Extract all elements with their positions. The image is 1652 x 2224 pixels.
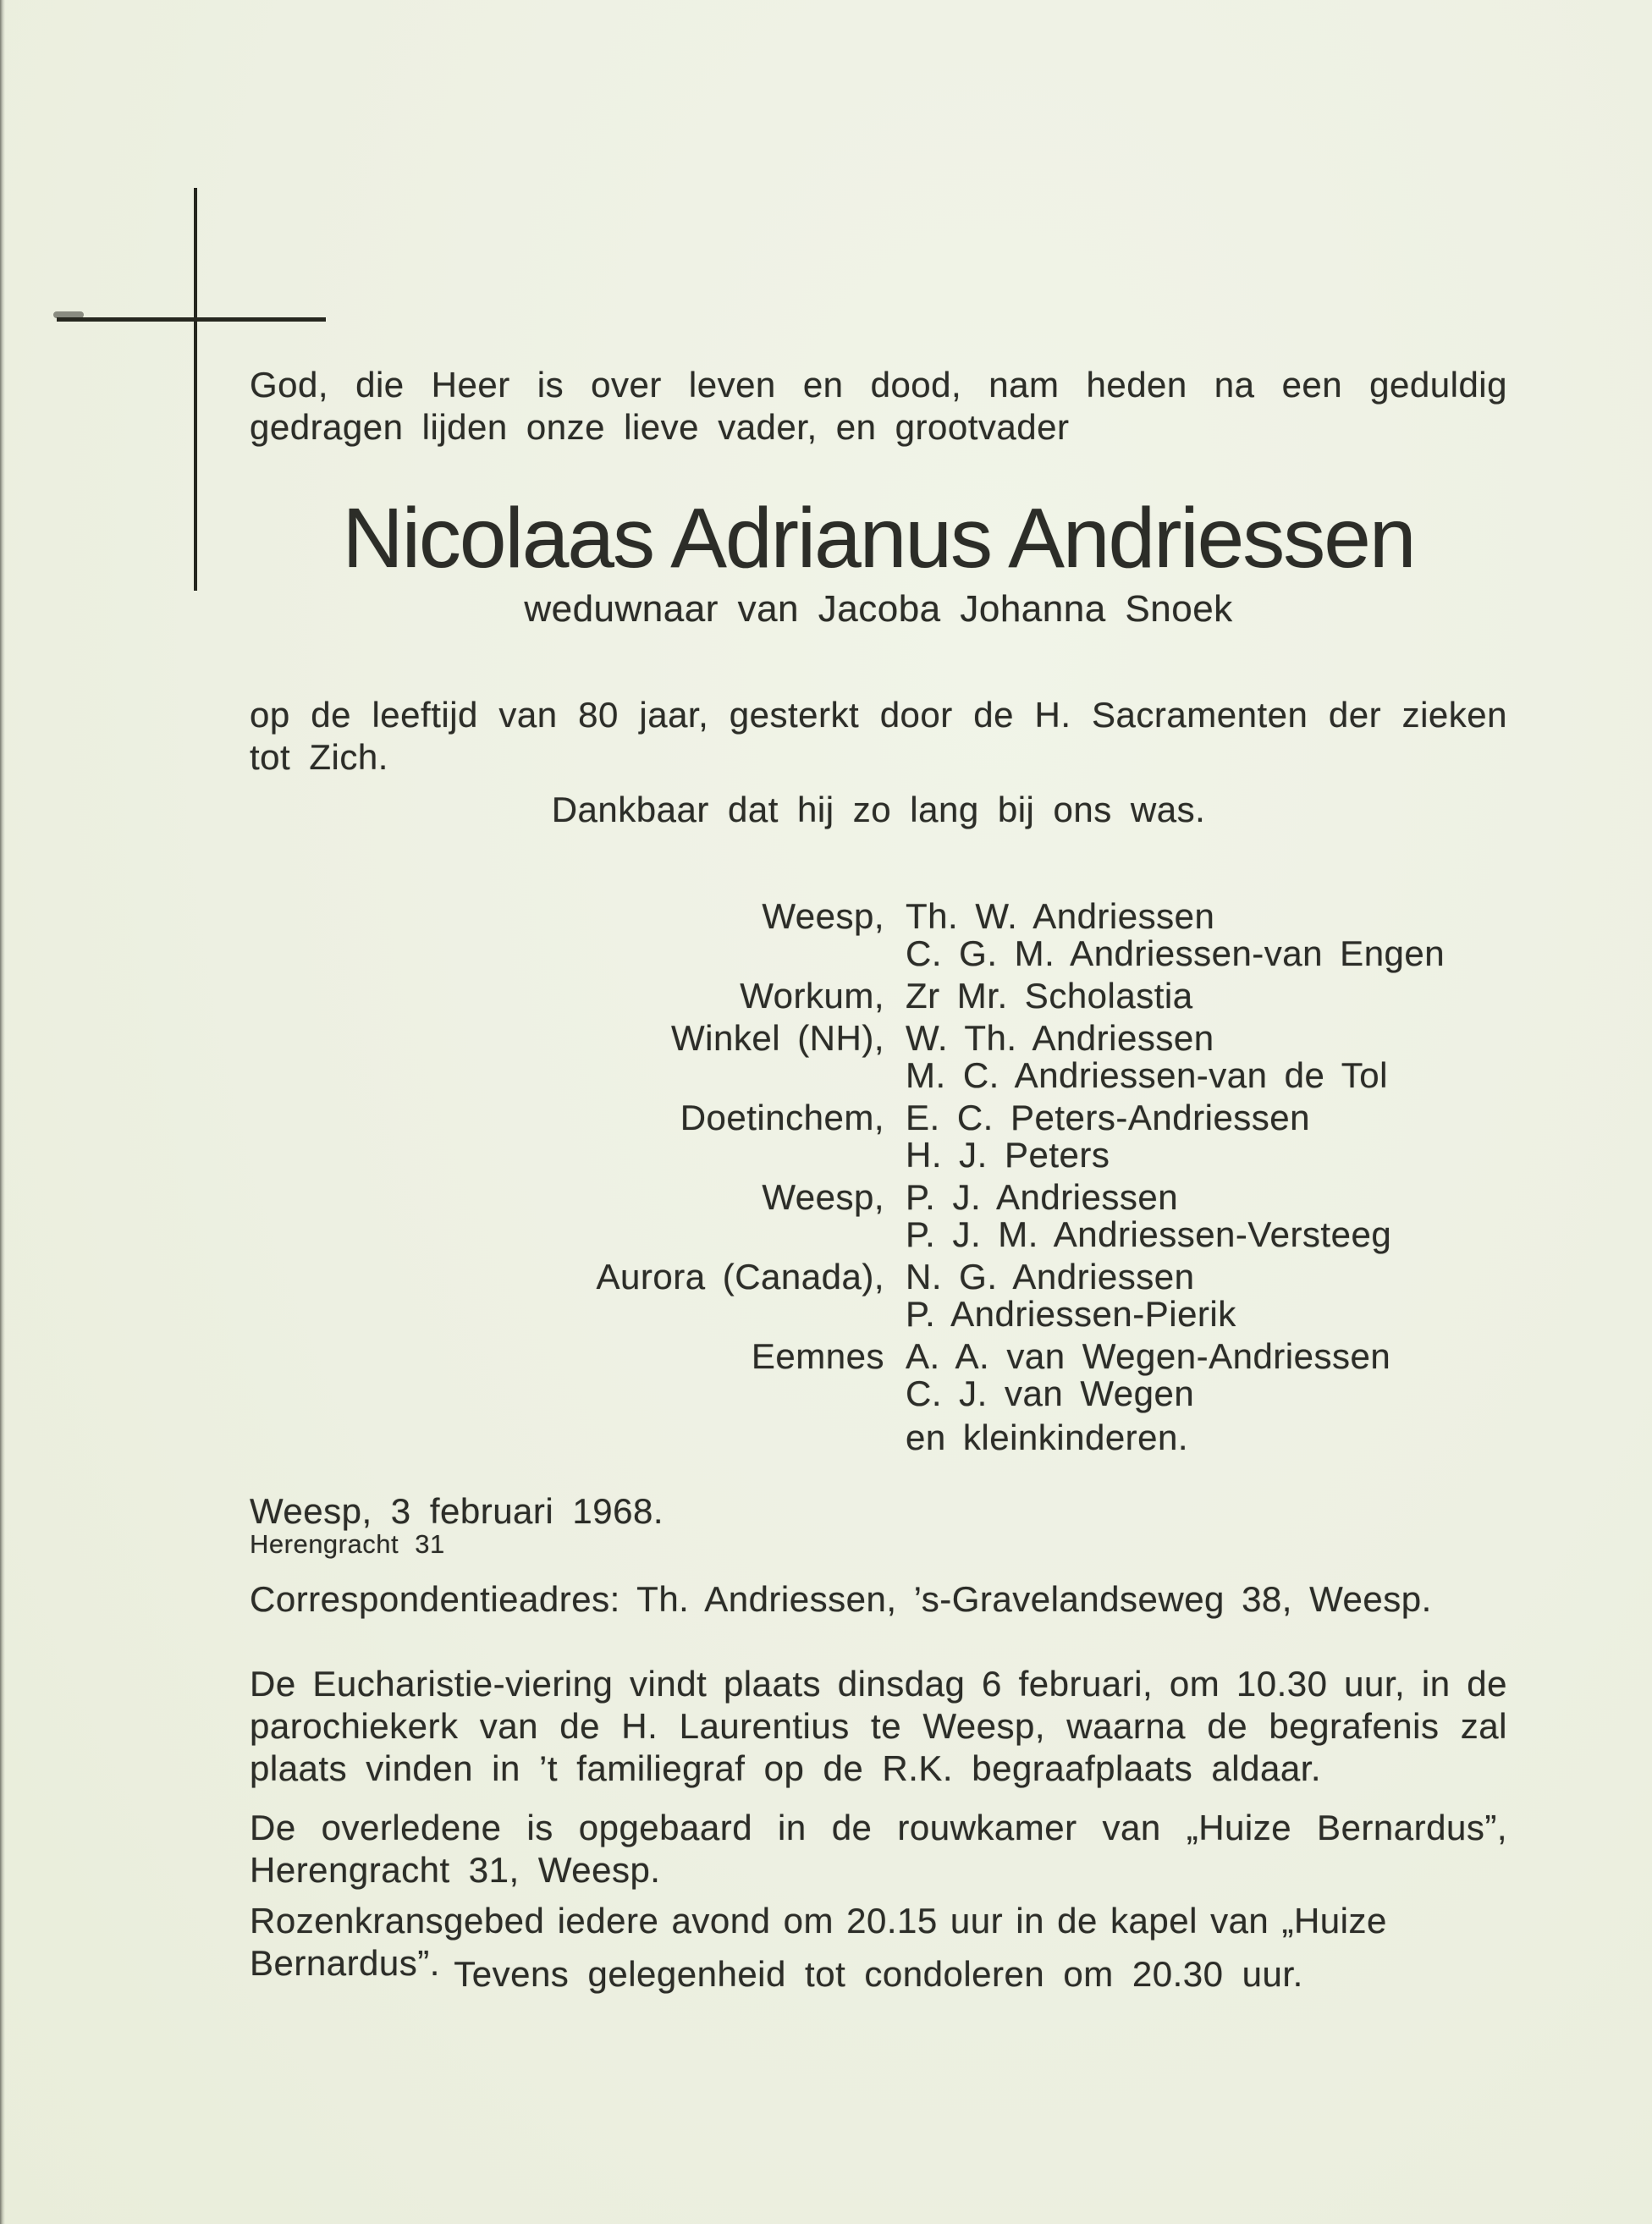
rosary-line: Rozenkransgebed iedere avond om 20.15 uur in de kapel van „Huize Bernardus”. <box>250 1901 1387 1983</box>
family-row <box>250 1020 1507 1057</box>
family-member-name: C. J. van Wegen <box>906 1373 1195 1413</box>
family-row <box>250 898 1507 935</box>
intro-line-2: gedragen lijden onze lieve vader, en grootvader <box>250 407 1070 447</box>
family-member-name: W. Th. Andriessen <box>906 1018 1214 1058</box>
family-member-name: C. G. M. Andriessen-van Engen <box>906 933 1446 973</box>
cross-vertical-bar <box>194 188 197 591</box>
family-row <box>250 1137 1507 1174</box>
family-member-name: N. G. Andriessen <box>906 1257 1195 1296</box>
cross-horizontal-bar <box>57 317 326 322</box>
family-place: Eemnes <box>751 1336 884 1376</box>
repose-line-1: De overledene is opgebaard in de rouwkamer van „Huize Bernardus”, <box>250 1808 1507 1847</box>
address-line: Herengracht 31 <box>250 1529 445 1559</box>
family-member-name: Th. W. Andriessen <box>906 896 1215 936</box>
family-member-name: P. J. Andriessen <box>906 1177 1179 1217</box>
condolence-line: Tevens gelegenheid tot condoleren om 20.30 uur. <box>454 1954 1303 1994</box>
family-member-name: P. Andriessen-Pierik <box>906 1294 1236 1334</box>
family-member-name: en kleinkinderen. <box>906 1418 1189 1457</box>
family-row <box>250 1296 1507 1333</box>
family-row <box>250 1258 1507 1296</box>
family-place: Workum, <box>740 976 884 1016</box>
family-place: Winkel (NH), <box>671 1018 884 1058</box>
family-list <box>250 898 1507 1456</box>
family-row <box>250 1338 1507 1375</box>
family-row <box>250 1216 1507 1253</box>
service-line-1: De Eucharistie-viering vindt plaats dinsdag 6 februari, om 10.30 uur, in de <box>250 1664 1507 1704</box>
age-line-1: op de leeftijd van 80 jaar, gesterkt door de H. Sacramenten der zieken <box>250 695 1507 735</box>
correspondence-line: Correspondentieadres: Th. Andriessen, ’s-Gravelandseweg 38, Weesp. <box>250 1579 1432 1619</box>
family-row <box>250 1099 1507 1137</box>
deceased-relation: weduwnaar van Jacoba Johanna Snoek <box>524 588 1233 630</box>
date-line: Weesp, 3 februari 1968. <box>250 1491 664 1531</box>
family-row-closing <box>250 1419 1507 1456</box>
service-line-3: plaats vinden in ’t familiegraf op de R.K. begraafplaats aldaar. <box>250 1748 1322 1788</box>
intro-line-1: God, die Heer is over leven en dood, nam heden na een geduldig <box>250 365 1507 405</box>
family-row <box>250 935 1507 972</box>
gratitude-line: Dankbaar dat hij zo lang bij ons was. <box>551 790 1206 829</box>
repose-line-2: Herengracht 31, Weesp. <box>250 1850 661 1890</box>
family-place: Doetinchem, <box>680 1098 884 1137</box>
family-member-name: P. J. M. Andriessen-Versteeg <box>906 1214 1392 1254</box>
deceased-name: Nicolaas Adrianus Andriessen <box>342 491 1415 586</box>
service-line-2: parochiekerk van de H. Laurentius te Weesp, waarna de begrafenis zal <box>250 1706 1507 1746</box>
family-row <box>250 1179 1507 1216</box>
family-member-name: A. A. van Wegen-Andriessen <box>906 1336 1391 1376</box>
family-member-name: E. C. Peters-Andriessen <box>906 1098 1311 1137</box>
family-row <box>250 977 1507 1015</box>
age-line-2: tot Zich. <box>250 737 388 777</box>
family-member-name: Zr Mr. Scholastia <box>906 976 1193 1016</box>
family-member-name: H. J. Peters <box>906 1135 1110 1175</box>
family-row <box>250 1375 1507 1412</box>
family-member-name: M. C. Andriessen-van de Tol <box>906 1055 1388 1095</box>
family-row <box>250 1057 1507 1094</box>
family-place: Weesp, <box>762 1177 884 1217</box>
family-place: Weesp, <box>762 896 884 936</box>
scan-edge-artifact <box>0 0 5 2224</box>
family-place: Aurora (Canada), <box>596 1257 884 1296</box>
